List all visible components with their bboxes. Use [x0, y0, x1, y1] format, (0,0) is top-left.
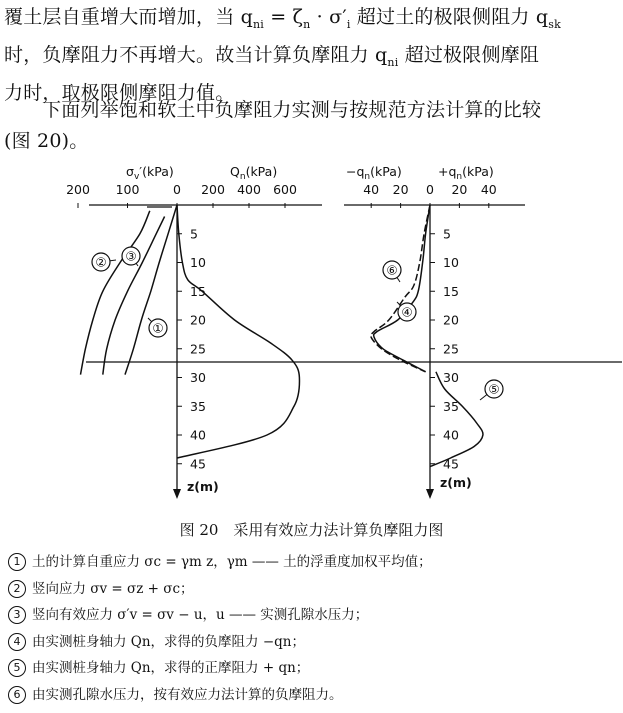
- p2-text-b: (图 20)。: [4, 130, 89, 152]
- p1-sub-e: ni: [387, 55, 399, 69]
- depth-tick-label: 15: [443, 283, 459, 299]
- figure-caption: 图 20 采用有效应力法计算负摩阻力图: [179, 521, 444, 539]
- p1-sub-d: sk: [548, 17, 561, 31]
- series-line-①: [125, 205, 177, 375]
- figure-legend: [8, 549, 432, 708]
- depth-tick-label: 10: [443, 255, 459, 270]
- p1-text-a: 覆土层自重增大而增加，当 q: [4, 6, 254, 28]
- left-top-tick-label: 100: [115, 182, 140, 197]
- legend-marker: 5: [8, 659, 26, 677]
- depth-tick-label: 45: [443, 456, 459, 472]
- depth-tick-label: 30: [190, 370, 206, 385]
- depth-tick-label: 20: [443, 312, 459, 328]
- legend-text: 竖向应力 σv = σz + σc；: [32, 580, 194, 597]
- legend-text: 竖向有效应力 σ′v = σv − u，u —— 实测孔隙水压力；: [32, 607, 369, 623]
- p1-text-b: = ζ: [264, 6, 304, 28]
- left-top-tick-label: 200: [201, 182, 225, 197]
- left-top-tick-label: 0: [173, 182, 181, 197]
- left-sigma-title: $\sigma_v'(kPa)$: [126, 164, 174, 182]
- depth-tick-label: 20: [190, 312, 206, 328]
- legend-marker: 6: [8, 686, 26, 704]
- right-top-tick-label: 20: [392, 182, 409, 197]
- right-depth-arrow: [426, 489, 434, 499]
- depth-tick-label: 35: [443, 398, 459, 414]
- depth-tick-label: 10: [190, 255, 206, 270]
- p2-text-a: 下面列举饱和软土中负摩阻力实测与按规范方法计算的比较: [42, 99, 542, 121]
- legend-item: [8, 576, 432, 603]
- legend-item: [8, 602, 432, 629]
- right-pos-title: $+q_n(kPa)$: [438, 164, 494, 182]
- legend-item: [8, 549, 432, 576]
- left-top-tick-label: 200: [66, 182, 90, 197]
- right-z-label: z(m): [440, 475, 472, 490]
- legend-text: 土的计算自重应力 σc = γm z，γm —— 土的浮重度加权平均值；: [32, 554, 432, 570]
- series-line-⑤: [430, 372, 483, 467]
- p1-sub-c: i: [346, 17, 351, 31]
- legend-item: [8, 682, 432, 709]
- curve-marker-label: ③: [125, 248, 137, 264]
- left-depth-arrow: [173, 489, 181, 499]
- left-z-label: z(m): [187, 479, 219, 494]
- depth-tick-label: 5: [190, 226, 198, 242]
- legend-marker: 1: [8, 553, 26, 571]
- paragraph-figure-intro: [4, 95, 618, 157]
- depth-tick-label: 40: [190, 427, 206, 443]
- depth-tick-label: 35: [190, 398, 206, 414]
- legend-item: [8, 655, 432, 682]
- p1-sub-b: n: [303, 17, 311, 31]
- p1-text-c: · σ′: [310, 6, 347, 28]
- depth-tick-labels: [177, 226, 459, 471]
- right-neg-title: $-q_n(kPa)$: [346, 164, 402, 182]
- depth-tick-label: 25: [443, 341, 459, 357]
- legend-marker: 3: [8, 606, 26, 624]
- series-line-②: [81, 211, 150, 375]
- legend-marker: 2: [8, 580, 26, 598]
- curve-marker-label: ⑤: [488, 381, 500, 397]
- legend-marker: 4: [8, 633, 26, 651]
- series-line-③: [103, 217, 165, 375]
- depth-tick-label: 45: [190, 456, 206, 472]
- p1-text-g: 力时，取极限侧摩阻力值。: [4, 81, 235, 104]
- legend-text: 由实测桩身轴力 Qn，求得的正摩阻力 + qn；: [32, 660, 310, 676]
- depth-tick-label: 15: [190, 283, 206, 299]
- p1-text-e: 时，负摩阻力不再增大。故当计算负摩阻力 q: [4, 43, 388, 66]
- depth-tick-label: 25: [190, 341, 206, 357]
- right-top-tick-label: 40: [480, 182, 497, 197]
- curve-marker-label: ②: [95, 254, 107, 270]
- series-line-qn: [177, 205, 299, 458]
- left-top-tick-label: 400: [237, 182, 261, 197]
- left-qn-title: $Q_n(kPa)$: [230, 164, 278, 182]
- p1-text-f: 超过极限侧摩阻: [398, 43, 540, 66]
- curve-markers: [92, 247, 503, 400]
- curve-marker-label: ①: [152, 320, 164, 336]
- paragraph-continuation: [4, 2, 618, 109]
- series-line-⑥: [371, 205, 430, 372]
- right-top-tick-label: 20: [451, 182, 468, 197]
- depth-tick-label: 40: [443, 427, 459, 443]
- curve-marker-label: ⑥: [386, 262, 398, 278]
- right-top-tick-label: 0: [426, 182, 434, 197]
- right-top-tick-labels: [363, 182, 497, 208]
- p1-text-d: 超过土的极限侧阻力 q: [350, 6, 549, 28]
- right-top-tick-label: 40: [363, 182, 380, 197]
- legend-text: 由实测孔隙水压力，按有效应力法计算的负摩阻力。: [32, 686, 343, 703]
- depth-tick-label: 30: [443, 370, 459, 385]
- figure-20: [0, 160, 623, 500]
- series-line-④: [374, 205, 430, 372]
- series-curves: [81, 205, 483, 467]
- legend-text: 由实测桩身轴力 Qn，求得的负摩阻力 −qn；: [32, 633, 305, 650]
- curve-marker-label: ④: [401, 304, 413, 320]
- p1-sub-a: ni: [253, 17, 265, 31]
- left-top-tick-label: 600: [273, 182, 297, 197]
- depth-tick-label: 5: [443, 226, 451, 242]
- legend-item: [8, 629, 432, 656]
- left-top-tick-labels: [66, 182, 297, 208]
